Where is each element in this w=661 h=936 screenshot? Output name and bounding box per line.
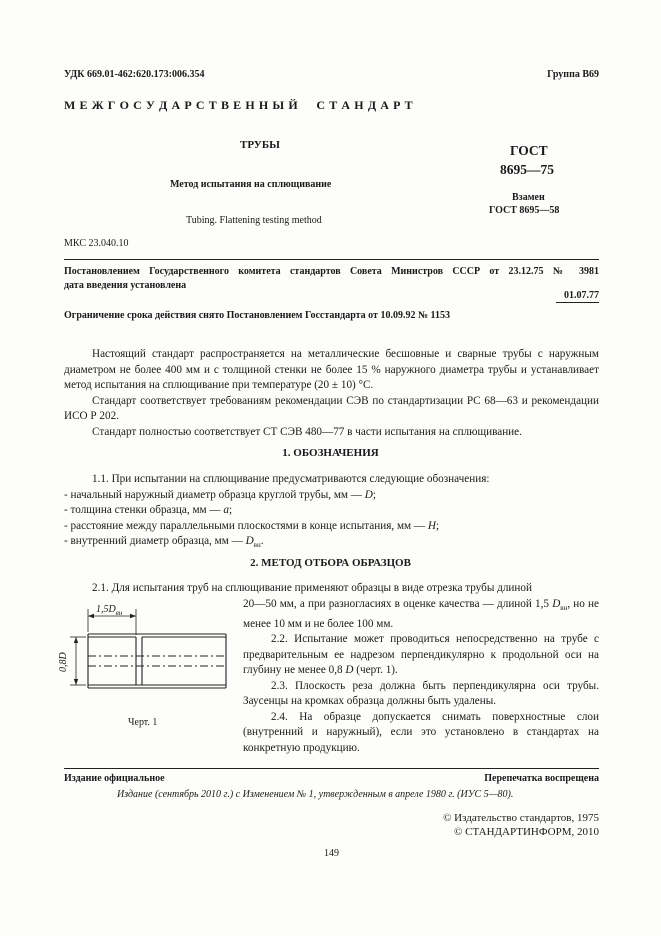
gost-number: 8695—75 xyxy=(500,162,554,177)
tube-notch-drawing xyxy=(66,604,236,710)
list-item: - внутренний диаметр образца, мм — $D_{вн}$. xyxy=(64,535,264,550)
intro-paragraph: Стандарт полностью соответствует СТ СЭВ 480—77 в части испытания на сплющивание. xyxy=(92,425,522,438)
list-item: - толщина стенки образца, мм — a; xyxy=(64,504,233,516)
paragraph-2-1-cont: 20—50 мм, а при разногласиях в оценке качества — длиной 1,5 $D_{вн}$, но не менее 10 мм и не более 100 мм. xyxy=(243,598,599,630)
document-subtitle: Метод испытания на сплющивание xyxy=(170,179,332,190)
introduction-date: 01.07.77 xyxy=(564,290,599,301)
paragraph-2-3: 2.3. Плоскость реза должна быть перпендикулярна оси трубы. Заусенцы на кромках образца должны быть удалены. xyxy=(243,679,599,708)
group-code: Группа В69 xyxy=(547,69,599,80)
intro-text xyxy=(64,347,599,440)
gost-label: ГОСТ xyxy=(510,143,548,158)
paragraph-2-1-first-line: 2.1. Для испытания труб на сплющивание применяют образцы в виде отрезка трубы длиной xyxy=(92,582,532,594)
document-title: ТРУБЫ xyxy=(240,139,280,151)
divider xyxy=(64,768,599,769)
copyright-publisher: © Издательство стандартов, 1975 xyxy=(443,812,599,824)
figure-caption: Черт. 1 xyxy=(128,717,158,728)
divider xyxy=(64,259,599,260)
section-heading: 2. МЕТОД ОТБОРА ОБРАЗЦОВ xyxy=(250,557,411,569)
date-underline xyxy=(556,302,599,303)
replaces-label: Взамен xyxy=(512,192,545,203)
figure-dim-side: 0,8D xyxy=(58,652,69,672)
limitation-note: Ограничение срока действия снято Постановлением Госстандарта от 10.09.92 № 1153 xyxy=(64,310,450,321)
replaces-value: ГОСТ 8695—58 xyxy=(489,205,560,216)
list-item: - начальный наружный диаметр образца круглой трубы, мм — D; xyxy=(64,488,376,501)
page-number: 149 xyxy=(324,848,339,859)
reprint-prohibited: Перепечатка воспрещена xyxy=(484,773,599,784)
udk-code: УДК 669.01-462:620.173:006.354 xyxy=(64,69,205,80)
decree-line: Постановлением Государственного комитета стандартов Совета Министров СССР от 23.12.75 № 3981 xyxy=(64,266,599,277)
designations-list xyxy=(64,472,599,554)
list-item: - расстояние между параллельными плоскостями в конце испытания, мм — H; xyxy=(64,519,440,532)
paragraph-2-2: 2.2. Испытание может проводиться непосредственно на трубе с предварительным ее надрезом перпендикулярно к продольной оси на глубину не менее 0,8 D (черт. 1). xyxy=(243,633,599,677)
english-title: Tubing. Flattening testing method xyxy=(186,215,322,226)
intro-paragraph: Настоящий стандарт распространяется на металлические бесшовные и сварные трубы с наружным диаметром не более 400 мм и с толщиной стенки не более 15 % наружного диаметра трубы и устанавливает метод испытания на сплющивание при температуре (20 ± 10) °С. xyxy=(64,348,599,391)
intro-paragraph: Стандарт соответствует требованиям рекомендации СЭВ по стандартизации PC 68—63 и рекомендации ИСО Р 202. xyxy=(64,394,599,422)
designations-lead: 1.1. При испытании на сплющивание предусматриваются следующие обозначения: xyxy=(92,473,490,485)
official-edition: Издание официальное xyxy=(64,773,165,784)
interstate-standard-banner: М Е Ж Г О С У Д А Р С Т В Е Н Н Ы Й С Т А Н Д А Р Т xyxy=(64,98,414,112)
section-heading: 1. ОБОЗНАЧЕНИЯ xyxy=(282,447,379,459)
edition-note: Издание (сентябрь 2010 г.) с Изменением № 1, утвержденным в апреле 1980 г. (ИУС 5—80). xyxy=(117,789,514,800)
mks-code: МКС 23.040.10 xyxy=(64,238,129,249)
decree-date-label: дата введения установлена xyxy=(64,280,187,291)
copyright-standartinform: © СТАНДАРТИНФОРМ, 2010 xyxy=(454,826,599,838)
paragraph-2-4: 2.4. На образце допускается снимать поверхностные слои (внутренний и наружный), если это установлено в стандартах на конкретную продукцию. xyxy=(243,710,599,754)
section2-body xyxy=(243,597,599,756)
figure-dim-top: $1,5D_{вн}$ xyxy=(96,604,123,617)
